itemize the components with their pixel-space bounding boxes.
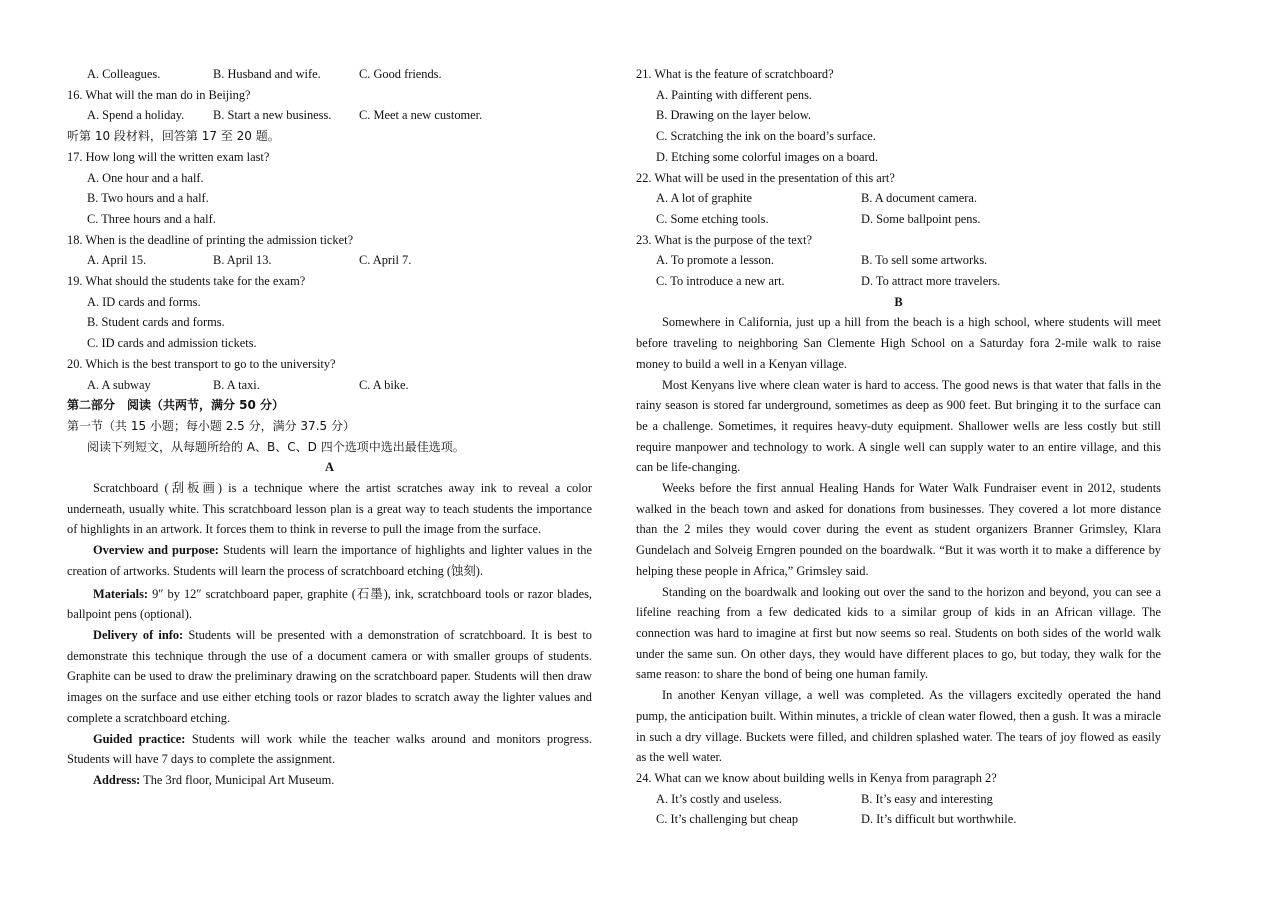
- q16-option-c[interactable]: C. Meet a new customer.: [359, 108, 483, 123]
- q24-option-d[interactable]: D. It’s difficult but worthwhile.: [861, 812, 1017, 827]
- q21-option-d[interactable]: D. Etching some colorful images on a board.: [656, 149, 878, 164]
- q18-option-b[interactable]: B. April 13.: [213, 253, 272, 268]
- q15-option-b[interactable]: B. Husband and wife.: [213, 67, 321, 81]
- part-two-heading: 第二部分 阅读（共两节，满分 50 分）: [67, 398, 285, 413]
- q18-option-c[interactable]: C. April 7.: [359, 253, 412, 268]
- q21-option-b[interactable]: B. Drawing on the layer below.: [656, 108, 812, 123]
- passage-a-delivery: [67, 625, 592, 729]
- delivery-label: Delivery of info:: [93, 627, 184, 642]
- materials-text: 9″ by 12″ scratchboard paper, graphite (石墨), ink, scratchboard tools or razor blades, ballpoint pens (optional).: [67, 586, 592, 622]
- q20-question: 20. Which is the best transport to go to the university?: [67, 356, 336, 371]
- address-text: The 3rd floor, Municipal Art Museum.: [140, 772, 335, 787]
- q20-option-c[interactable]: C. A bike.: [359, 377, 409, 392]
- q15-options: [67, 64, 592, 85]
- q21-option-a[interactable]: A. Painting with different pens.: [656, 87, 813, 102]
- q17-question: 17. How long will the written exam last?: [67, 149, 270, 164]
- q16-options: [67, 105, 592, 126]
- q21-question: 21. What is the feature of scratchboard?: [636, 67, 834, 81]
- q21-option-c[interactable]: C. Scratching the ink on the board’s surface.: [656, 129, 876, 144]
- q22-option-b[interactable]: B. A document camera.: [861, 191, 977, 206]
- delivery-text: Students will be presented with a demonstration of scratchboard. It is best to demonstrate this technique through the use of a document camera or with smaller groups of students. Graphite can be used to draw the preliminary drawing on the scratchboard paper. Students will then draw images on the surface and use either etching tools or razor blades to scratch away the lighter values and complete a scratchboard etching.: [67, 627, 592, 725]
- passage-a-title: A: [325, 460, 334, 475]
- q15-option-a[interactable]: A. Colleagues.: [87, 67, 161, 81]
- passage-b-paragraph-5: In another Kenyan village, a well was completed. As the villagers excitedly operated the hand pump, the anticipation built. Within minutes, a trickle of clean water flowed, then a gush. It was a miracle in such a dry village. Buckets were filled, and children splashed water. The tears of joy flowed as easily as the well water.: [636, 688, 1161, 765]
- passage-b-title: B: [894, 294, 903, 309]
- q16-option-a[interactable]: A. Spend a holiday.: [87, 108, 185, 123]
- q22-question: 22. What will be used in the presentation of this art?: [636, 170, 895, 185]
- q18-options: [67, 250, 592, 271]
- q24-option-b[interactable]: B. It’s easy and interesting: [861, 791, 993, 806]
- q16-option-b[interactable]: B. Start a new business.: [213, 108, 332, 123]
- reading-instruction: 阅读下列短文，从每题所给的 A、B、C、D 四个选项中选出最佳选项。: [87, 439, 465, 454]
- address-label: Address:: [93, 772, 141, 787]
- q22-options-cd: [636, 209, 1161, 230]
- q22-option-c[interactable]: C. Some etching tools.: [656, 211, 769, 226]
- passage-a-address: [67, 770, 592, 791]
- q20-options: [67, 375, 592, 396]
- q19-question: 19. What should the students take for the exam?: [67, 274, 306, 289]
- q18-question: 18. When is the deadline of printing the admission ticket?: [67, 232, 354, 247]
- q24-options-cd: [636, 809, 1161, 830]
- passage-b-paragraph-1: Somewhere in California, just up a hill from the beach is a high school, where students will meet before traveling to neighboring San Clemente High School on a Saturday fora 2-mile walk to raise money to build a well in a Kenyan village.: [636, 315, 1161, 371]
- section-one-heading: 第一节（共 15 小题；每小题 2.5 分，满分 37.5 分）: [67, 418, 355, 433]
- q19-option-a[interactable]: A. ID cards and forms.: [87, 294, 201, 309]
- passage-b-paragraph-3: Weeks before the first annual Healing Hands for Water Walk Fundraiser event in 2012, students walked in the beach town and asked for donations from businesses. They covered a lot more distance than the 2 miles they would cover during the event as student organizers Branner Grimsley, Klara Gundelach and Solveig Erngren pounded on the boardwalk. “But it was worth it to make a difference by helping these people in Africa,” Grimsley said.: [636, 481, 1161, 578]
- q18-option-a[interactable]: A. April 15.: [87, 253, 147, 268]
- q22-options-ab: [636, 188, 1161, 209]
- right-column: [636, 64, 1161, 830]
- q24-option-a[interactable]: A. It’s costly and useless.: [656, 791, 782, 806]
- q15-option-c[interactable]: C. Good friends.: [359, 67, 442, 81]
- q24-options-ab: [636, 789, 1161, 810]
- passage-b-paragraph-4: Standing on the boardwalk and looking out over the sand to the horizon and beyond, you can see a lifeline reaching from a few dedicated kids to a similar group of kids in an African village. The connection was hard to imagine at first but now seems so real. Students on both sides of the world walk under the same sun. On other days, they would have different places to go, but today, they walk for the same reason: to share the bond of being one human family.: [636, 584, 1161, 682]
- passage-a-guided: [67, 729, 592, 770]
- materials-label: Materials:: [93, 586, 149, 601]
- q23-option-c[interactable]: C. To introduce a new art.: [656, 274, 785, 289]
- q23-question: 23. What is the purpose of the text?: [636, 232, 812, 247]
- q19-option-c[interactable]: C. ID cards and admission tickets.: [87, 336, 257, 351]
- q24-question: 24. What can we know about building wells in Kenya from paragraph 2?: [636, 770, 997, 785]
- overview-label: Overview and purpose:: [93, 543, 219, 558]
- q23-option-a[interactable]: A. To promote a lesson.: [656, 253, 774, 268]
- q19-option-b[interactable]: B. Student cards and forms.: [87, 315, 225, 330]
- q24-option-c[interactable]: C. It’s challenging but cheap: [656, 812, 799, 827]
- q20-option-a[interactable]: A. A subway: [87, 377, 151, 392]
- q22-option-a[interactable]: A. A lot of graphite: [656, 191, 753, 206]
- q23-options-cd: [636, 271, 1161, 292]
- guided-text: Students will work while the teacher walks around and monitors progress. Students will have 7 days to complete the assignment.: [67, 731, 592, 767]
- overview-text: Students will learn the importance of highlights and lighter values in the creation of artworks. Students will learn the process of scratchboard etching (蚀刻).: [67, 543, 592, 578]
- guided-label: Guided practice:: [93, 731, 186, 746]
- q16-question: 16. What will the man do in Beijing?: [67, 87, 251, 102]
- left-column: [67, 64, 592, 791]
- passage-a-intro: Scratchboard (刮板画) is a technique where the artist scratches away ink to reveal a color underneath, usually white. This scratchboard lesson plan is a great way to teach students the importance of highlights in an artwork. It forces them to think in reverse to pull the image from the surface.: [67, 481, 592, 537]
- q22-option-d[interactable]: D. Some ballpoint pens.: [861, 211, 981, 226]
- passage-a-materials: [67, 584, 592, 625]
- passage-b-paragraph-2: Most Kenyans live where clean water is hard to access. The good news is that water that falls in the rainy season is stored far underground, sometimes as deep as 900 feet. But bringing it to the surface can be a challenge. Sometimes, it requires heavy-duty equipment. Shallower wells are less costly but still require manpower and technology to work. A single well can supply water to an entire village, and this can be life-changing.: [636, 377, 1161, 475]
- passage-a-overview: [67, 540, 592, 581]
- q17-option-c[interactable]: C. Three hours and a half.: [87, 211, 216, 226]
- q17-option-b[interactable]: B. Two hours and a half.: [87, 191, 209, 206]
- q23-option-b[interactable]: B. To sell some artworks.: [861, 253, 988, 268]
- q23-option-d[interactable]: D. To attract more travelers.: [861, 274, 1001, 289]
- q23-options-ab: [636, 250, 1161, 271]
- q20-option-b[interactable]: B. A taxi.: [213, 377, 260, 392]
- q17-option-a[interactable]: A. One hour and a half.: [87, 170, 204, 185]
- listening-instruction: 听第 10 段材料，回答第 17 至 20 题。: [67, 129, 280, 144]
